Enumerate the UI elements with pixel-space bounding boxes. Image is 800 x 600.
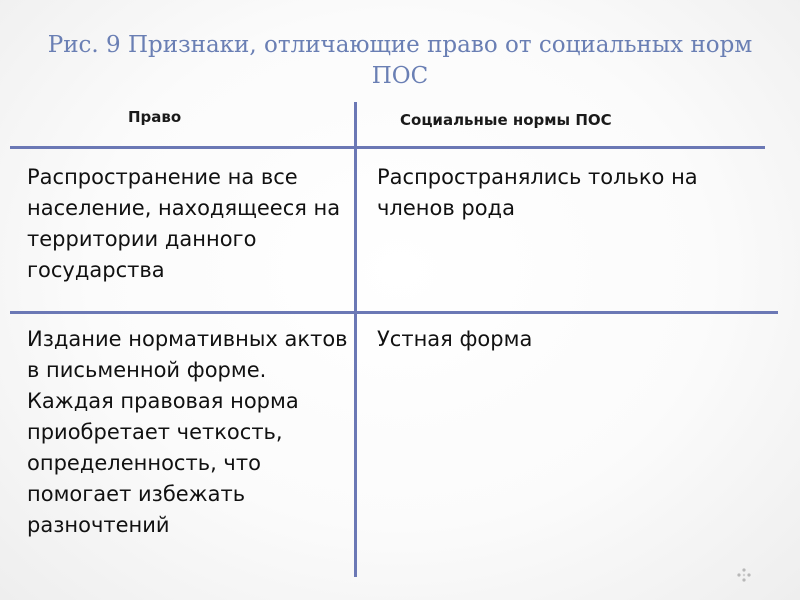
table-divider-header [10, 146, 765, 149]
table-cell-row2-social-norms: Устная форма [377, 327, 533, 351]
table-cell-row1-law: Распространение на все население, находящееся на территории данного государства [27, 165, 341, 282]
column-header-social-norms: Социальные нормы ПОС [400, 111, 612, 129]
corner-flourish-icon [737, 568, 751, 582]
slide-title: Рис. 9 Признаки, отличающие право от социальных норм ПОС [47, 32, 753, 89]
table-divider-vertical [354, 102, 357, 577]
column-header-law: Право [128, 108, 182, 126]
table-cell-row1-social-norms: Распространялись только на членов рода [377, 165, 698, 220]
table-cell-row2-law: Издание нормативных актов в письменной форме. Каждая правовая норма приобретает четкость, определенность, что помогает избежать разночтений [27, 327, 348, 537]
table-divider-row [10, 311, 778, 314]
